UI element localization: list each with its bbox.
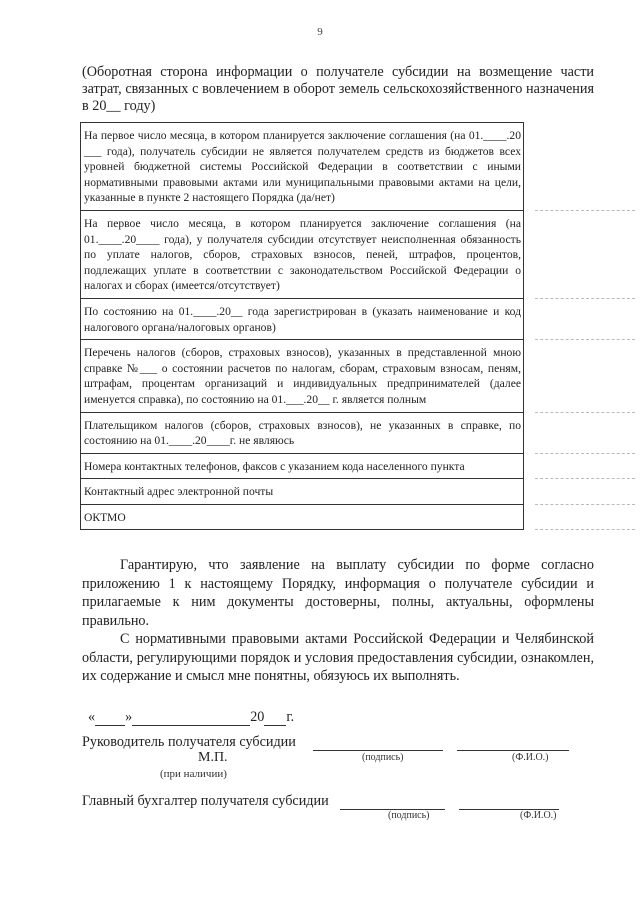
date-open-quote: « <box>88 709 96 725</box>
head-fio-blank[interactable] <box>457 733 569 751</box>
paragraph-guarantee: Гарантирую, что заявление на выплату субсидии по форме согласно приложению 1 к настоящему Порядку, информация о получателе субсидии и прилагаемые к ним документы достоверны, полны, актуальны, оформлены правильно. <box>82 557 594 629</box>
row-text: Номера контактных телефонов, факсов с указанием кода населенного пункта <box>84 459 465 473</box>
accountant-sign-blank[interactable] <box>340 792 445 810</box>
table-row <box>81 505 523 531</box>
head-signature-line <box>82 733 569 751</box>
table-row <box>81 454 523 480</box>
year-blank[interactable] <box>264 708 286 726</box>
value-cell-line <box>535 453 635 454</box>
page-number: 9 <box>317 26 323 38</box>
accountant-fio-caption: (Ф.И.О.) <box>520 810 557 821</box>
stamp-label: М.П. <box>198 750 228 765</box>
guarantee-text <box>82 556 594 686</box>
paragraph-acknowledgement: С нормативными правовыми актами Российской Федерации и Челябинской области, регулирующими порядок и условия предоставления субсидии, ознакомлен, их содержание и смысл мне понятны, обязуюсь их выполнять. <box>82 631 594 684</box>
table-row <box>81 340 523 412</box>
accountant-fio-blank[interactable] <box>459 792 559 810</box>
table-row <box>81 123 523 211</box>
head-label: Руководитель получателя субсидии <box>82 734 296 750</box>
value-cell-line <box>535 504 635 505</box>
row-text: На первое число месяца, в котором планируется заключение соглашения (на 01.____.20____ года), у получателя субсидии отсутствует неисполненная обязанность по уплате налогов, сборов, страховых взносов, пеней, штрафов, процентов, подлежащих уплате в соответствии с законодательством Российской Федерации о налогах и сборах (имеется/отсутствует) <box>84 216 521 293</box>
row-text: По состоянию на 01.____.20__ года зарегистрирован в (указать наименование и код налогового органа/налоговых органов) <box>84 304 521 334</box>
stamp-note: (при наличии) <box>160 768 227 780</box>
row-text: Перечень налогов (сборов, страховых взносов), указанных в представленной мною справке №___ о состоянии расчетов по налогам, сборам, страховым взносам, пеням, штрафам, процентам организаций и индивидуальных предпринимателей (далее именуется справка), по состоянию на 01.___.20__ г. является полным <box>84 346 521 406</box>
value-cell-line <box>535 412 635 413</box>
table-row <box>81 299 523 340</box>
year-suffix: г. <box>286 709 295 725</box>
date-close-quote: » <box>125 709 133 725</box>
info-table <box>80 122 524 530</box>
day-blank[interactable] <box>95 708 125 726</box>
row-text: На первое число месяца, в котором планируется заключение соглашения (на 01.____.20 ___ года), получатель субсидии не является получателем средств из бюджетов всех уровней бюджетной системы Российской Федерации в соответствии с иными нормативными правовыми актами или муниципальными правовыми актами на цели, указанные в пункте 2 настоящего Порядка (да/нет) <box>84 129 521 205</box>
head-fio-caption: (Ф.И.О.) <box>512 752 549 763</box>
value-cell-line <box>535 529 635 530</box>
table-row <box>81 211 523 299</box>
row-text: Контактный адрес электронной почты <box>84 485 274 499</box>
value-cell-line <box>535 339 635 340</box>
value-cell-line <box>535 298 635 299</box>
accountant-sign-caption: (подпись) <box>388 810 430 821</box>
table-row <box>81 479 523 505</box>
row-text: Плательщиком налогов (сборов, страховых взносов), не указанных в справке, по состоянию на 01.____.20____г. не являюсь <box>84 418 521 448</box>
head-sign-blank[interactable] <box>313 733 443 751</box>
month-blank[interactable] <box>132 708 250 726</box>
table-row <box>81 413 523 454</box>
header-text: (Оборотная сторона информации о получателе субсидии на возмещение части затрат, связанных с вовлечением в оборот земель сельскохозяйственного назначения в 20__ году) <box>82 64 594 114</box>
accountant-signature-line <box>82 792 559 810</box>
row-text: ОКТМО <box>84 510 126 524</box>
accountant-label: Главный бухгалтер получателя субсидии <box>82 793 329 809</box>
value-cell-line <box>535 478 635 479</box>
value-cell-line <box>535 210 635 211</box>
year-prefix: 20 <box>250 709 265 725</box>
head-sign-caption: (подпись) <box>362 752 404 763</box>
date-line <box>88 708 294 726</box>
